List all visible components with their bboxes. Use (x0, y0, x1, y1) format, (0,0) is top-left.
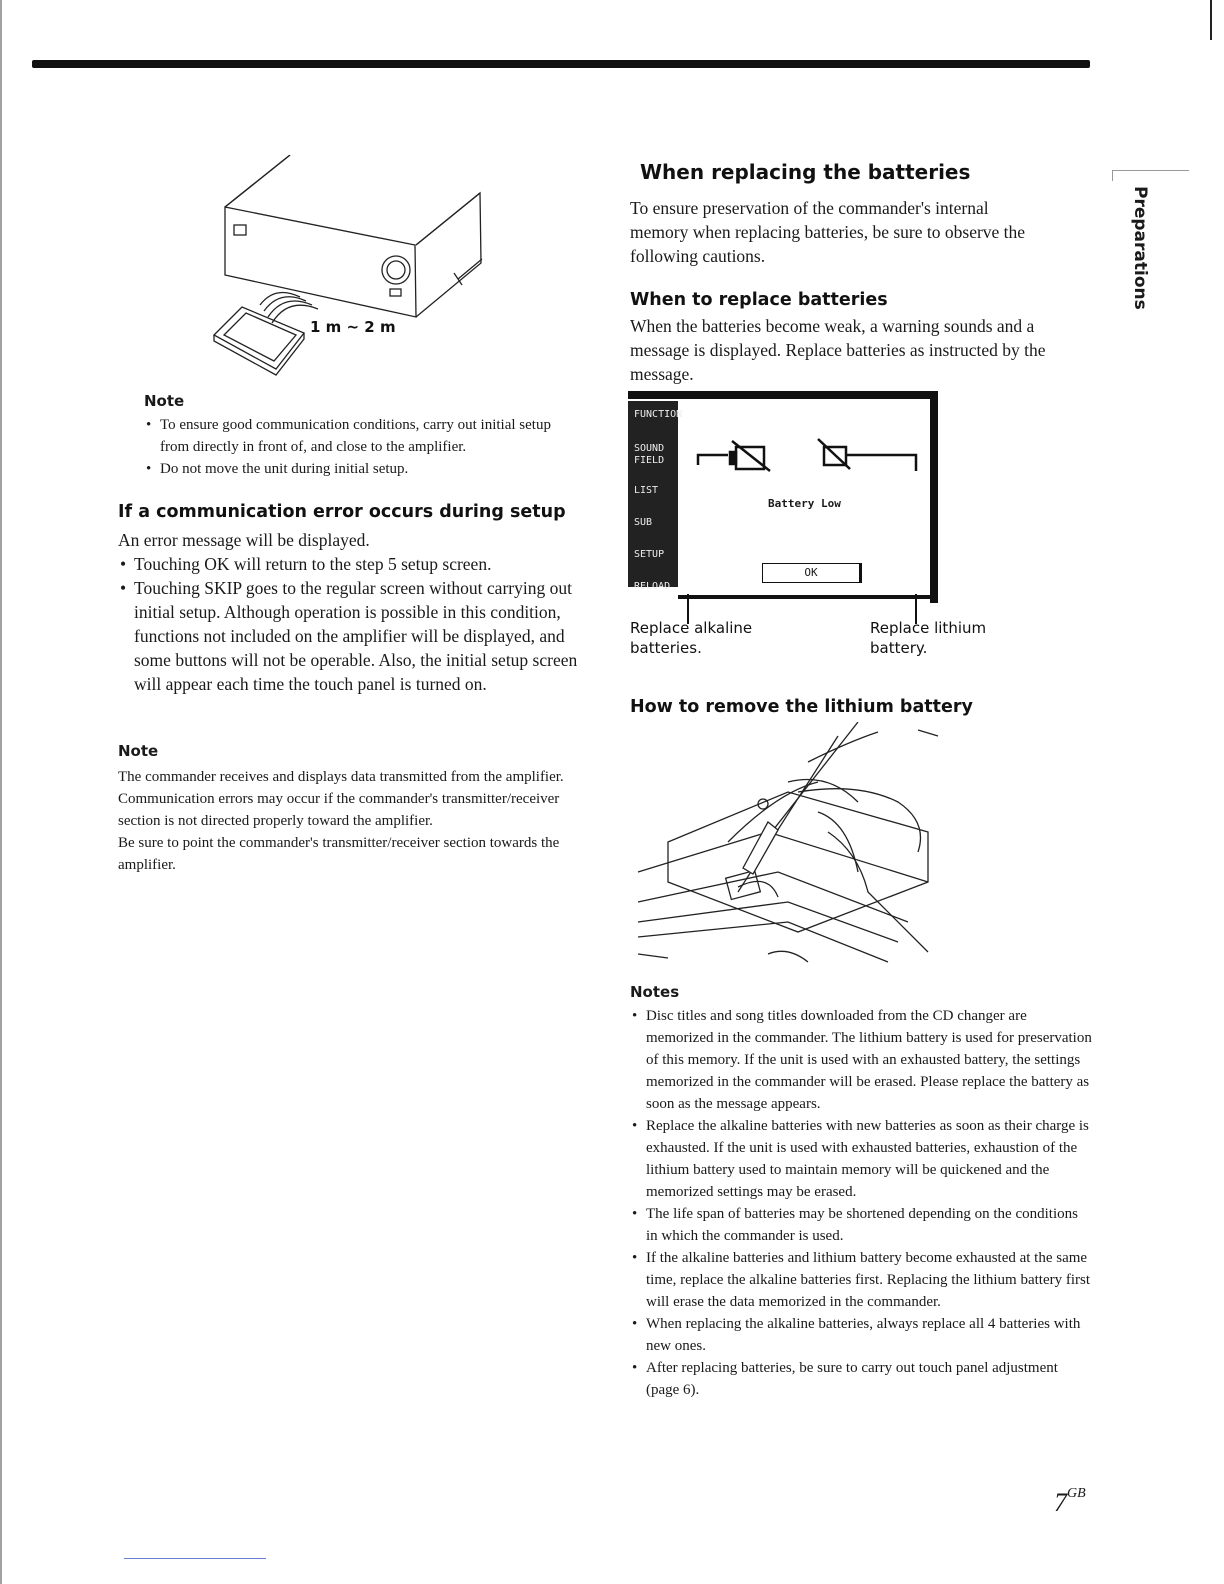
note2-block (118, 742, 578, 876)
comm-error-intro: An error message will be displayed. (118, 530, 370, 550)
remove-lithium-heading: How to remove the lithium battery (630, 697, 973, 717)
page-right-edge (1210, 0, 1212, 40)
note1-item: • Do not move the unit during initial setup. (144, 458, 574, 480)
when-replace-section (630, 290, 1090, 386)
notes-block (630, 983, 1092, 1401)
left-callout-line (698, 455, 728, 465)
when-replace-text: When the batteries become weak, a warning sounds and a message is displayed. Replace batteries as instructed by the message. (630, 316, 1046, 384)
callout-lithium: Replace lithium battery. (870, 619, 987, 657)
callout-alkaline: Replace alkaline batteries. (630, 619, 753, 657)
page-number-value: 7 (1054, 1488, 1067, 1517)
lithium-removal-illustration (628, 722, 948, 972)
note2-para1: The commander receives and displays data transmitted from the amplifier. Communication errors may occur if the commander's transmitter/receiver section is not directed properly toward the amplifier. (118, 769, 564, 829)
page-left-edge (0, 0, 2, 1584)
side-tab-label: Preparations (1130, 186, 1150, 310)
page-number-suffix: GB (1067, 1486, 1086, 1501)
comm-error-heading: If a communication error occurs during setup (118, 502, 566, 522)
menu-list[interactable]: LIST (634, 485, 659, 496)
screen-menu (628, 401, 683, 592)
notes-item: • The life span of batteries may be shortened depending on the conditions in which the commander is used. (630, 1203, 1092, 1247)
note2-heading: Note (118, 742, 159, 760)
menu-sub[interactable]: SUB (634, 517, 653, 528)
notes-item: • Disc titles and song titles downloaded from the CD changer are memorized in the commander. The lithium battery is used for preservation of this memory. If the unit is used with an exhausted battery, the settings memorized in the commander will be erased. Please replace the battery as soon as the message appears. (630, 1005, 1092, 1115)
note1-item: • To ensure good communication conditions, carry out initial setup from directly in front of, and close to the amplifier. (144, 414, 574, 458)
note1-heading: Note (144, 392, 185, 410)
notes-heading: Notes (630, 983, 680, 1001)
distance-label: 1 m ~ 2 m (310, 318, 396, 336)
comm-error-item: • Touching SKIP goes to the regular screen without carrying out initial setup. Although operation is possible in this condition, functions not included on the amplifier will be displayed, and some buttons will not be operable. Also, the initial setup screen will appear each time the touch panel is turned on. (118, 576, 578, 696)
replacing-intro: To ensure preservation of the commander's internal memory when replacing batteries, be sure to observe the following cautions. (630, 198, 1026, 266)
page-number (1054, 1488, 1086, 1518)
side-tab-frame (1112, 170, 1189, 181)
side-tab (1118, 186, 1158, 316)
battery-low-screen (628, 391, 938, 603)
alkaline-battery-icon (736, 447, 764, 469)
comm-error-item: • Touching OK will return to the step 5 setup screen. (118, 552, 578, 576)
note1-block (144, 392, 574, 480)
notes-item: • After replacing batteries, be sure to carry out touch panel adjustment (page 6). (630, 1357, 1092, 1401)
notes-item: • If the alkaline batteries and lithium battery become exhausted at the same time, replace the alkaline batteries first. Replacing the lithium battery first will erase the data memorized in the commander. (630, 1247, 1092, 1313)
replacing-heading: When replacing the batteries (640, 160, 971, 184)
footer-rule (124, 1558, 266, 1559)
menu-function[interactable]: FUNCTION (634, 409, 683, 420)
header-rule (32, 60, 1090, 68)
notes-item: • When replacing the alkaline batteries, always replace all 4 batteries with new ones. (630, 1313, 1092, 1357)
note2-para2: Be sure to point the commander's transmitter/receiver section towards the amplifier. (118, 835, 560, 873)
replacing-section (630, 160, 1080, 268)
right-callout-line (846, 455, 916, 471)
battery-low-message: Battery Low (768, 497, 841, 510)
when-replace-heading: When to replace batteries (630, 290, 888, 310)
comm-error-section (118, 502, 578, 696)
notes-item: • Replace the alkaline batteries with new batteries as soon as their charge is exhausted. If the unit is used with exhausted batteries, exhaustion of the lithium battery used to maintain memory will be quickened and the memorized settings may be erased. (630, 1115, 1092, 1203)
menu-sound-field[interactable]: SOUND FIELD (634, 443, 665, 466)
ok-button[interactable]: OK (762, 563, 862, 583)
amplifier-commander-illustration (200, 155, 500, 385)
battery-icons (688, 435, 928, 475)
menu-setup[interactable]: SETUP (634, 549, 665, 560)
menu-reload[interactable]: RELOAD (634, 581, 671, 592)
